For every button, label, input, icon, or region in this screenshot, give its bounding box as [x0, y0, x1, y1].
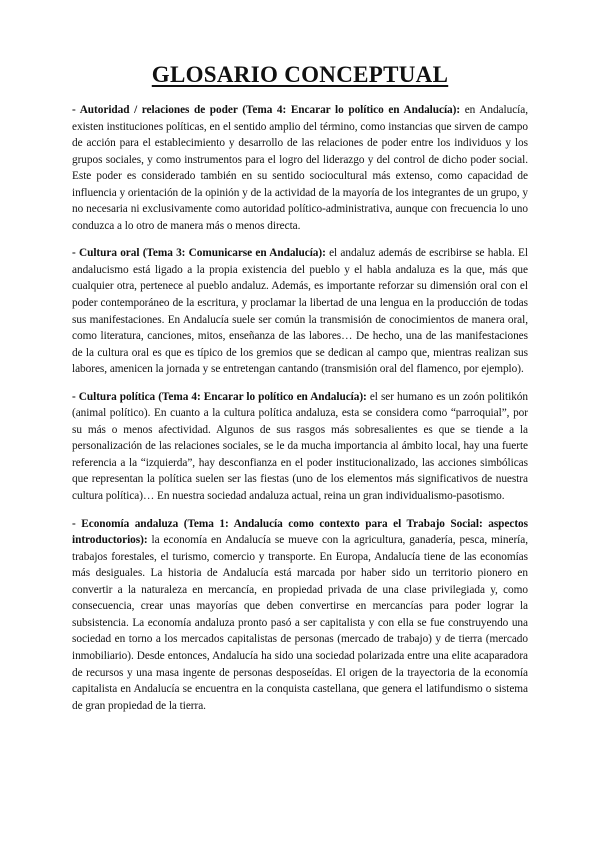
entry-term: - Cultura oral (Tema 3: Comunicarse en Andalucía):	[72, 247, 326, 260]
glossary-entry-autoridad	[72, 102, 528, 234]
entry-definition: el andaluz además de escribirse se habla. El andalucismo está ligado a la propia existencia del pueblo y el habla andaluza es la que, más que cualquier otra, pertenece al pueblo andaluz. Además, es importante reforzar su dimensión oral con el poder contemporáneo de la escritura, y proclamar la libertad de una lengua en la producción de todas sus manifestaciones. En Andalucía suele ser común la transmisión de conocimientos de manera oral, como literatura, canciones, mitos, enseñanza de las labores… De hecho, una de las manifestaciones de la cultura oral es que es típico de los gremios que se dedican al campo que, mientras realizan sus labores, amenicen la jornada y se entretengan cantando (transmisión oral del flamenco, por ejemplo).	[72, 247, 528, 376]
document-title: GLOSARIO CONCEPTUAL	[151, 62, 449, 87]
entry-term: - Cultura política (Tema 4: Encarar lo político en Andalucía):	[72, 390, 367, 403]
entry-term: - Autoridad / relaciones de poder (Tema 4: Encarar lo político en Andalucía):	[72, 104, 461, 116]
entry-definition: el ser humano es un zoón politikón (animal político). En cuanto a la cultura política andaluza, esta se considera como “parroquial”, por su más o menos afectividad. Algunos de sus rasgos más sobresalientes es que se tiende a la personalización de las relaciones sociales, se le da mucha importancia al ámbito local, hay una fuerte referencia a la “izquierda”, hay desconfianza en el poder institucionalizado, las acciones simbólicas que representan la política suelen ser las fiestas (uno de los elementos más significativos de nuestra cultura política)… En nuestra sociedad andaluza actual, reina un gran individualismo-pasotismo.	[72, 390, 528, 503]
entry-term: - Economía andaluza (Tema 1: Andalucía como contexto para el Trabajo Social: aspectos introductorios):	[72, 517, 528, 547]
entry-definition: en Andalucía, existen instituciones políticas, en el sentido amplio del término, como instancias que sirven de campo de acción para el establecimiento y desarrollo de las relaciones de poder entre los individuos y los grupos sociales, y como instrumentos para el logro del liderazgo y del control de dicho poder social. Este poder es considerado también en su sentido sociocultural más extenso, como capacidad de influencia y orientación de la opinión y de la actividad de la mayoría de los integrantes de un grupo, y no necesaria ni exclusivamente como autoridad político-administrativa, aunque con frecuencia lo uno conduzca a lo otro de manera más o menos directa.	[72, 104, 528, 232]
entry-definition: la economía en Andalucía se mueve con la agricultura, ganadería, pesca, minería, trabajos forestales, el turismo, comercio y transporte. En Europa, Andalucía tiene de las economías más desiguales. La historia de Andalucía está marcada por haber sido un territorio pionero en convertir a la naturaleza en mercancía, en propiedad privada de una clase privilegiada y, como consecuencia, crear unas mayorías que deben convertirse en mercancías para poder lograr la subsistencia. La economía andaluza pronto pasó a ser capitalista y con ella se fue construyendo una sociedad en torno a los mercados capitalistas de personas (mercado de trabajo) y de tierra (mercado inmobiliario). Desde entonces, Andalucía ha sido una sociedad polarizada entre una elite acaparadora de recursos y una masa ingente de personas desposeídas. El origen de la trayectoria de la economía capitalista en Andalucía se encuentra en la conquista castellana, que genera el latifundismo o sistema de gran propiedad de la tierra.	[72, 534, 528, 712]
glossary-entry-cultura-oral	[72, 245, 528, 377]
glossary-entry-economia-andaluza	[72, 516, 528, 715]
document-page	[72, 60, 528, 725]
glossary-entry-cultura-politica	[72, 389, 528, 505]
